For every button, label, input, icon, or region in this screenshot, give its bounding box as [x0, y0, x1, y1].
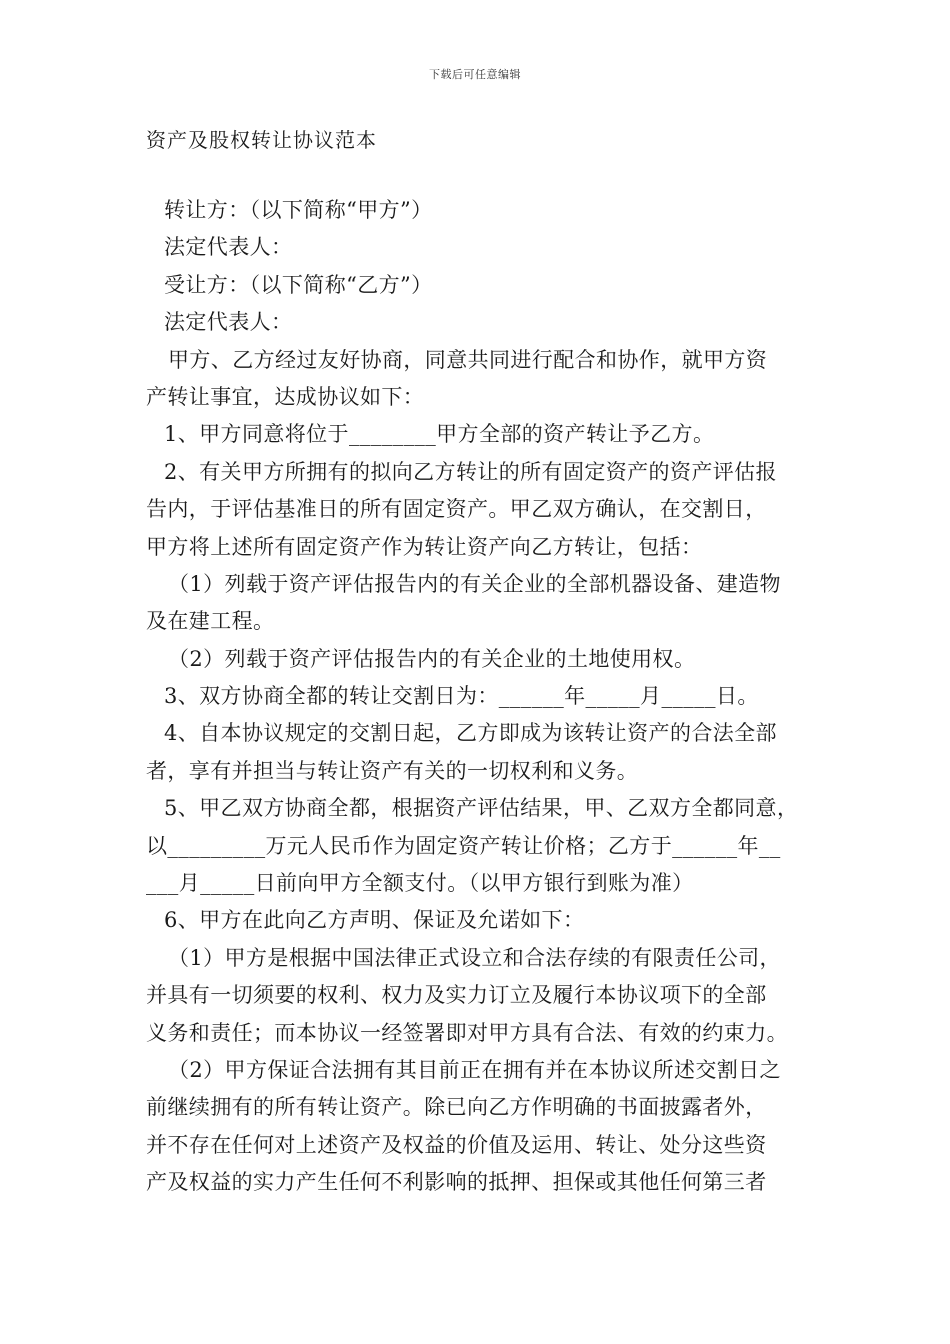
- paragraph-line: 以_________万元人民币作为固定资产转让价格；乙方于______年__: [146, 833, 781, 858]
- paragraph-line: 4、自本协议规定的交割日起，乙方即成为该转让资产的合法全部: [164, 721, 777, 746]
- paragraph-line: 前继续拥有的所有转让资产。除已向乙方作明确的书面披露者外，: [146, 1095, 767, 1120]
- paragraph-line: 5、甲乙双方协商全都，根据资产评估结果，甲、乙双方全都同意，: [164, 796, 799, 821]
- paragraph-line: （2）甲方保证合法拥有其目前正在拥有并在本协议所述交割日之: [168, 1057, 781, 1082]
- paragraph-line: 产及权益的实力产生任何不利影响的抵押、担保或其他任何第三者: [146, 1170, 767, 1195]
- document-title: 资产及股权转让协议范本: [146, 128, 377, 152]
- paragraph-line: 6、甲方在此向乙方声明、保证及允诺如下：: [164, 908, 585, 933]
- paragraph-line: （2）列载于资产评估报告内的有关企业的土地使用权。: [168, 646, 696, 671]
- paragraph-line: ___月_____日前向甲方全额支付。（以甲方银行到账为准）: [146, 871, 694, 896]
- paragraph-line: 法定代表人：: [164, 310, 293, 335]
- paragraph-line: （1）列载于资产评估报告内的有关企业的全部机器设备、建造物: [168, 571, 781, 596]
- paragraph-line: 告内，于评估基准日的所有固定资产。甲乙双方确认，在交割日，: [146, 497, 767, 522]
- paragraph-line: 甲方、乙方经过友好协商，同意共同进行配合和协作，就甲方资: [168, 347, 768, 372]
- paragraph-line: 并不存在任何对上述资产及权益的价值及运用、转让、处分这些资: [146, 1132, 767, 1157]
- paragraph-line: （1）甲方是根据中国法律正式设立和合法存续的有限责任公司，: [168, 945, 781, 970]
- paragraph-line: 1、甲方同意将位于________甲方全部的资产转让予乙方。: [164, 422, 715, 447]
- paragraph-line: 产转让事宜，达成协议如下：: [146, 384, 425, 409]
- paragraph-line: 受让方：（以下简称“乙方”）: [164, 272, 433, 297]
- paragraph-line: 义务和责任；而本协议一经签署即对甲方具有合法、有效的约束力。: [146, 1020, 788, 1045]
- paragraph-line: 甲方将上述所有固定资产作为转让资产向乙方转让，包括：: [146, 534, 703, 559]
- paragraph-line: 2、有关甲方所拥有的拟向乙方转让的所有固定资产的资产评估报: [164, 459, 777, 484]
- header-note: 下载后可任意编辑: [429, 68, 521, 81]
- paragraph-line: 转让方：（以下简称“甲方”）: [164, 198, 433, 222]
- paragraph-line: 并具有一切须要的权利、权力及实力订立及履行本协议项下的全部: [146, 983, 767, 1008]
- paragraph-line: 及在建工程。: [146, 609, 275, 634]
- paragraph-line: 法定代表人：: [164, 235, 293, 260]
- paragraph-line: 者，享有并担当与转让资产有关的一切权利和义务。: [146, 758, 639, 783]
- document-body: [146, 192, 816, 1202]
- paragraph-line: 3、双方协商全都的转让交割日为：______年_____月_____日。: [164, 684, 759, 709]
